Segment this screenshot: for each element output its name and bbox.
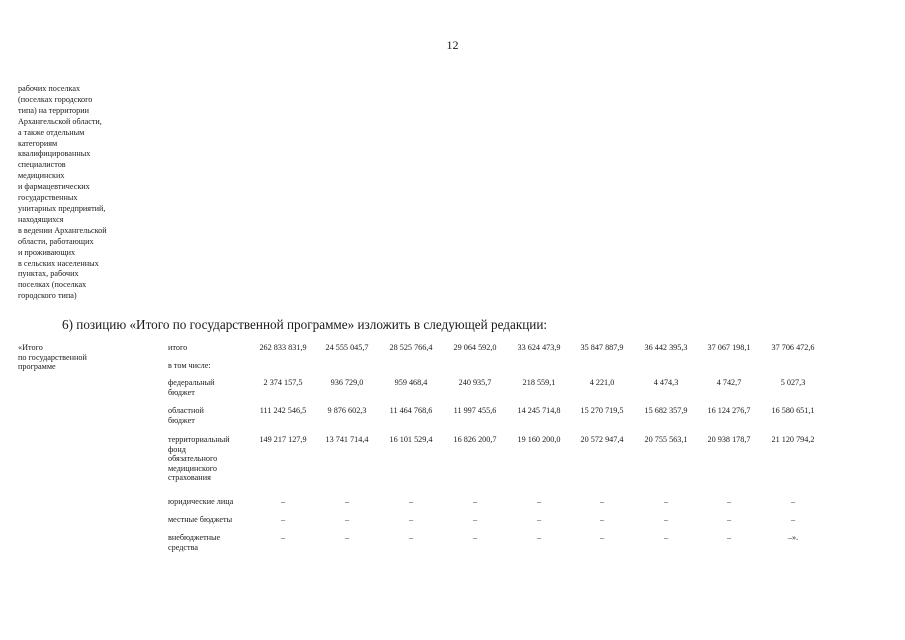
table-cell: – xyxy=(280,533,286,542)
table-cell: 11 464 768,6 xyxy=(389,406,433,415)
table-cell: 15 682 357,9 xyxy=(644,406,688,415)
row-label-line: итого xyxy=(168,343,188,352)
table-cell: – xyxy=(790,515,796,524)
text-line: в ведении Архангельской xyxy=(18,225,107,235)
table-cell: – xyxy=(536,497,542,506)
table-cell: – xyxy=(280,497,286,506)
table-cell: 14 245 714,8 xyxy=(517,406,561,415)
table-cell: – xyxy=(599,533,605,542)
row-label-line: в том числе: xyxy=(168,361,211,370)
text-line: находящихся xyxy=(18,214,64,224)
row-label-line: областной xyxy=(168,406,204,415)
program-label-line: программе xyxy=(18,362,56,371)
table-cell: – xyxy=(726,497,732,506)
row-label-line: бюджет xyxy=(168,387,195,397)
row-label-line: юридические лица xyxy=(168,497,234,506)
table-cell: 5 027,3 xyxy=(780,378,806,387)
table-cell: – xyxy=(472,497,478,506)
table-cell: – xyxy=(536,533,542,542)
table-cell: 16 826 200,7 xyxy=(453,435,497,444)
table-cell: 24 555 045,7 xyxy=(325,343,369,352)
table-cell: 149 217 127,9 xyxy=(259,435,307,444)
table-cell: 218 559,1 xyxy=(522,378,556,387)
page-number: 12 xyxy=(446,38,459,52)
row-label-line: фонд xyxy=(168,444,186,454)
table-cell: 33 624 473,9 xyxy=(517,343,561,352)
table-cell: – xyxy=(663,533,669,542)
table-cell: – xyxy=(344,515,350,524)
text-line: специалистов xyxy=(18,160,66,170)
table-cell: – xyxy=(790,497,796,506)
table-cell: 4 742,7 xyxy=(716,378,742,387)
table-cell: 37 067 198,1 xyxy=(707,343,751,352)
table-cell: – xyxy=(408,515,414,524)
table-cell: 240 935,7 xyxy=(458,378,492,387)
text-line: в сельских населенных xyxy=(18,258,99,268)
table-cell: 20 755 563,1 xyxy=(644,435,688,444)
table-cell: 19 160 200,0 xyxy=(517,435,561,444)
table-cell: 4 221,0 xyxy=(589,378,615,387)
text-line: рабочих поселках xyxy=(18,84,81,93)
table-cell: 20 572 947,4 xyxy=(580,435,624,444)
text-line: поселках (поселках xyxy=(18,280,87,290)
table-cell: – xyxy=(663,497,669,506)
row-label-line: федеральный xyxy=(168,378,215,387)
table-cell: 28 525 766,4 xyxy=(389,343,433,352)
table-cell: 16 101 529,4 xyxy=(389,435,433,444)
table-cell: – xyxy=(408,497,414,506)
program-label-line: «Итого xyxy=(18,343,43,352)
table-cell: 11 997 455,6 xyxy=(453,406,497,415)
table-cell: – xyxy=(472,533,478,542)
table-cell: 35 847 887,9 xyxy=(580,343,624,352)
text-line: и проживающих xyxy=(18,247,76,257)
table-cell: 37 706 472,6 xyxy=(771,343,815,352)
table-cell: 2 374 157,5 xyxy=(263,378,303,387)
table-cell: 9 876 602,3 xyxy=(327,406,367,415)
table-cell: 936 729,0 xyxy=(330,378,364,387)
text-line: медицинских xyxy=(18,171,65,181)
program-label xyxy=(18,343,138,372)
table-cell: – xyxy=(536,515,542,524)
table-cell: –». xyxy=(787,533,799,542)
row-label-line: средства xyxy=(168,542,199,552)
table-cell: – xyxy=(472,515,478,524)
row-label-line: страхования xyxy=(168,473,211,482)
table-cell: – xyxy=(344,533,350,542)
text-line: унитарных предприятий, xyxy=(18,203,106,213)
program-label-line: по государственной xyxy=(18,352,87,362)
row-label-line: обязательного xyxy=(168,454,218,463)
text-line: типа) на территории xyxy=(18,105,90,115)
table-cell: 16 580 651,1 xyxy=(771,406,815,415)
table-cell: 262 833 831,9 xyxy=(259,343,307,352)
text-line: Архангельской области, xyxy=(18,116,102,126)
text-line: (поселках городского xyxy=(18,94,93,104)
table-cell: 20 938 178,7 xyxy=(707,435,751,444)
row-label-line: медицинского xyxy=(168,463,217,473)
text-line: категориям xyxy=(18,138,58,148)
table-cell: 16 124 276,7 xyxy=(707,406,751,415)
preceding-text-block xyxy=(18,84,148,302)
table-cell: – xyxy=(599,515,605,524)
row-label xyxy=(168,361,254,371)
table-cell: – xyxy=(663,515,669,524)
table-cell: 959 468,4 xyxy=(394,378,428,387)
table-cell: – xyxy=(726,515,732,524)
table-cell: 29 064 592,0 xyxy=(453,343,497,352)
amendment-heading: 6) позицию «Итого по государственной программе» изложить в следующей редакции: xyxy=(62,317,548,332)
text-line: городского типа) xyxy=(18,291,77,301)
row-label-line: внебюджетные xyxy=(168,533,221,542)
table-cell: 15 270 719,5 xyxy=(580,406,624,415)
table-cell: – xyxy=(726,533,732,542)
table-cell: – xyxy=(344,497,350,506)
row-label-line: местные бюджеты xyxy=(168,515,233,524)
text-line: и фармацевтических xyxy=(18,182,90,192)
text-line: государственных xyxy=(18,193,78,203)
table-cell: 21 120 794,2 xyxy=(771,435,815,444)
text-line: квалифицированных xyxy=(18,149,91,159)
table-cell: – xyxy=(280,515,286,524)
table-cell: 13 741 714,4 xyxy=(325,435,369,444)
table-cell: 36 442 395,3 xyxy=(644,343,688,352)
row-label-line: бюджет xyxy=(168,415,195,425)
table-cell: 111 242 546,5 xyxy=(259,406,307,415)
text-line: а также отдельным xyxy=(18,127,85,137)
text-line: пунктах, рабочих xyxy=(18,269,79,279)
text-line: области, работающих xyxy=(18,236,94,246)
table-cell: – xyxy=(408,533,414,542)
table-cell: 4 474,3 xyxy=(653,378,679,387)
row-label-line: территориальный xyxy=(168,435,230,444)
table-cell: – xyxy=(599,497,605,506)
